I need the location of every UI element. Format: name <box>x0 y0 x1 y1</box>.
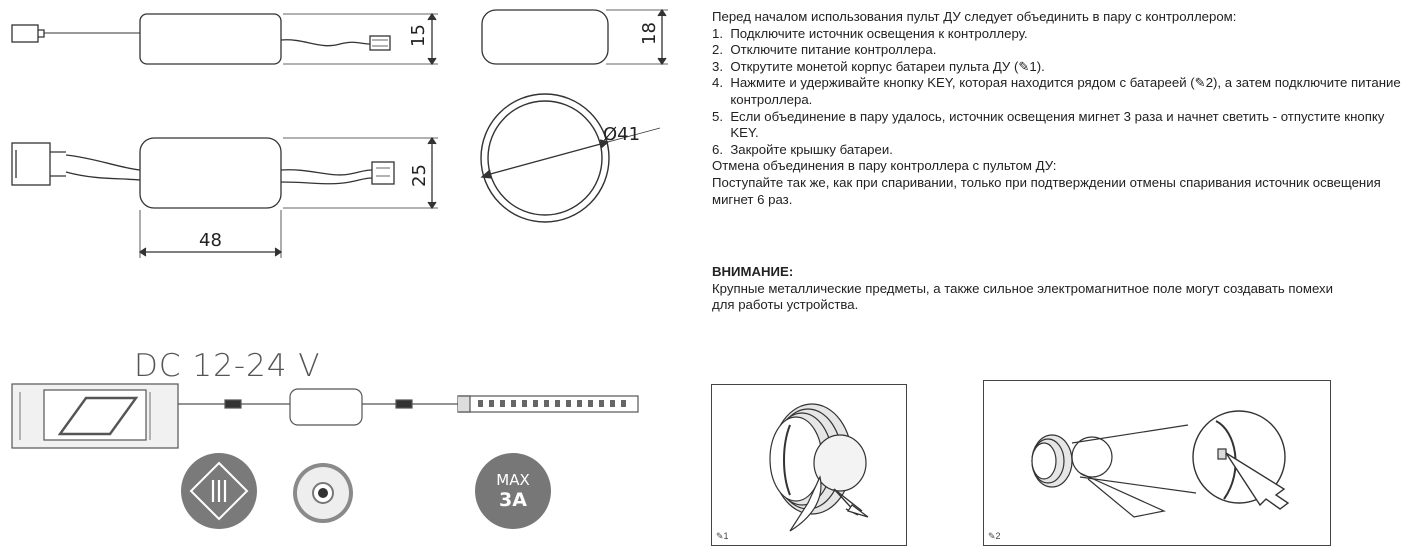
step-item: 4. Нажмите и удерживайте кнопку KEY, которая находится рядом с батареей (✎2), а затем подключите питание контроллера. <box>712 75 1401 107</box>
step-item: 5. Если объединение в пару удалось, источник освещения мигнет 3 раза и начнет светить - отпустите кнопку KEY. <box>712 108 1385 141</box>
cancel-pairing-text: Поступайте так же, как при спаривании, только при подтверждении отмены спаривания источник освещения мигнет 6 раз. <box>712 174 1381 207</box>
dim-top-height: 15 <box>408 24 429 47</box>
figure-1-label: ✎1 <box>716 531 729 541</box>
step-item: 1. Подключите источник освещения к контроллеру. <box>712 25 1028 41</box>
dimension-drawings <box>0 0 700 554</box>
key-button-illustration <box>984 381 1330 545</box>
class-iii-icon <box>181 453 257 529</box>
small-connector-top <box>12 25 38 42</box>
dim-side-height: 25 <box>409 164 430 187</box>
disk-inner-circle <box>488 101 602 215</box>
step-item: 3. Открутите монетой корпус батареи пульта ДУ (✎1). <box>712 58 1045 74</box>
figure-2-key-button <box>983 380 1331 546</box>
max-label: MAX <box>496 471 530 489</box>
rj-connector-side <box>12 143 50 185</box>
warning-title: ВНИМАНИЕ: <box>712 264 794 279</box>
instructions-intro: Перед началом использования пульт ДУ следует объединить в пару с контроллером: <box>712 9 1237 24</box>
disk-side-view <box>482 10 608 64</box>
step-item: 2. Отключите питание контроллера. <box>712 42 937 58</box>
receiver-body-side <box>140 138 281 208</box>
step-item: 6. Закройте крышку батареи. <box>712 141 893 157</box>
cancel-pairing-title: Отмена объединения в пару контроллера с пультом ДУ: <box>712 158 1057 174</box>
warning-block <box>712 264 1352 314</box>
battery-cover-illustration <box>712 385 906 545</box>
max-current-badge <box>475 453 551 529</box>
jst-connector-top <box>370 36 390 50</box>
jst-connector-side <box>372 162 394 184</box>
pairing-instructions <box>712 9 1402 208</box>
remote-disk-icon <box>293 463 353 523</box>
figure-2-label: ✎2 <box>988 531 1001 541</box>
wiring-diagram <box>12 384 638 448</box>
receiver-icon <box>290 389 362 425</box>
warning-text: Крупные металлические предметы, а также сильное электромагнитное поле могут создавать помехи для работы устройства. <box>712 280 1333 313</box>
voltage-label: DC 12-24 V <box>134 348 321 384</box>
steps-list <box>712 26 1402 159</box>
dim-length: 48 <box>199 230 222 251</box>
receiver-body-top <box>140 14 281 64</box>
dim-diameter: Ø41 <box>603 124 641 145</box>
current-label: 3A <box>499 489 527 511</box>
disk-outer-circle <box>481 94 609 222</box>
figure-1-battery-cover <box>711 384 907 546</box>
dim-disk-height: 18 <box>639 22 660 45</box>
